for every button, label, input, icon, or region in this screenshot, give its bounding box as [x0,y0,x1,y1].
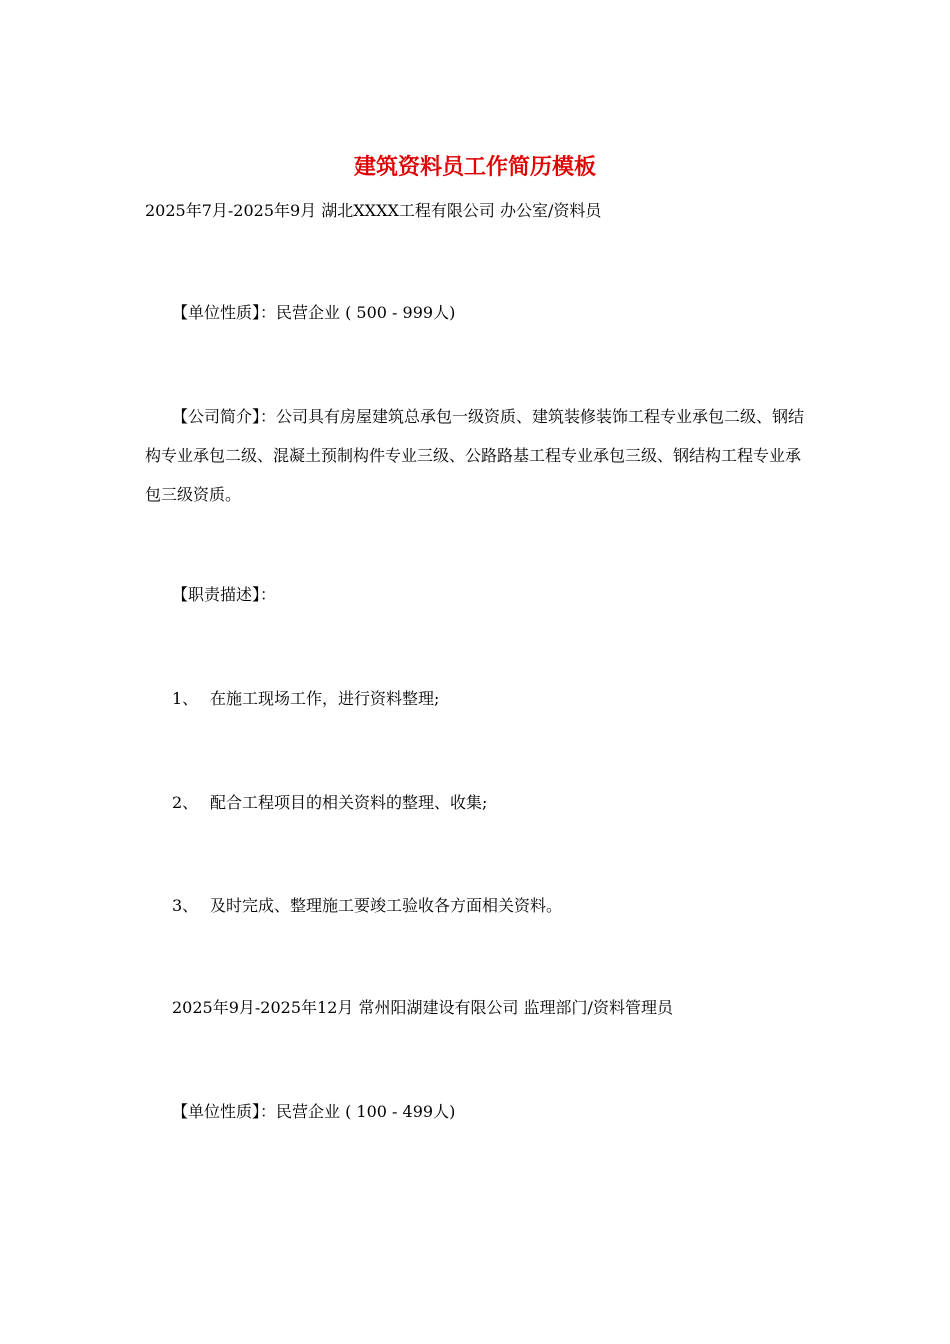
duty-text: 配合工程项目的相关资料的整理、收集; [210,793,488,812]
duty-number: 3、 [172,896,199,915]
job1-header: 2025年7月-2025年9月 湖北XXXX工程有限公司 办公室/资料员 [145,201,602,220]
job1-duties-heading: 【职责描述】： [172,585,277,604]
job1-company-intro: 【公司简介】：公司具有房屋建筑总承包一级资质、建筑装修装饰工程专业承包二级、钢结构专业承包二级、混凝土预制构件专业三级、公路路基工程专业承包三级、钢结构工程专业承包三级资质。 [145,407,805,504]
job2-company-nature: 【单位性质】：民营企业 ( 100 - 499人) [172,1102,456,1121]
duty-item-1 [172,688,439,710]
duty-number: 1、 [172,689,199,708]
job1-company-nature: 【单位性质】：民营企业 ( 500 - 999人) [172,303,456,322]
duty-text: 在施工现场工作，进行资料整理; [210,689,440,708]
duty-item-3 [172,895,562,917]
duty-text: 及时完成、整理施工要竣工验收各方面相关资料。 [210,896,563,915]
duty-item-2 [172,792,487,814]
duty-number: 2、 [172,793,199,812]
job2-header: 2025年9月-2025年12月 常州阳湖建设有限公司 监理部门/资料管理员 [172,998,673,1017]
document-title: 建筑资料员工作简历模板 [353,155,596,180]
